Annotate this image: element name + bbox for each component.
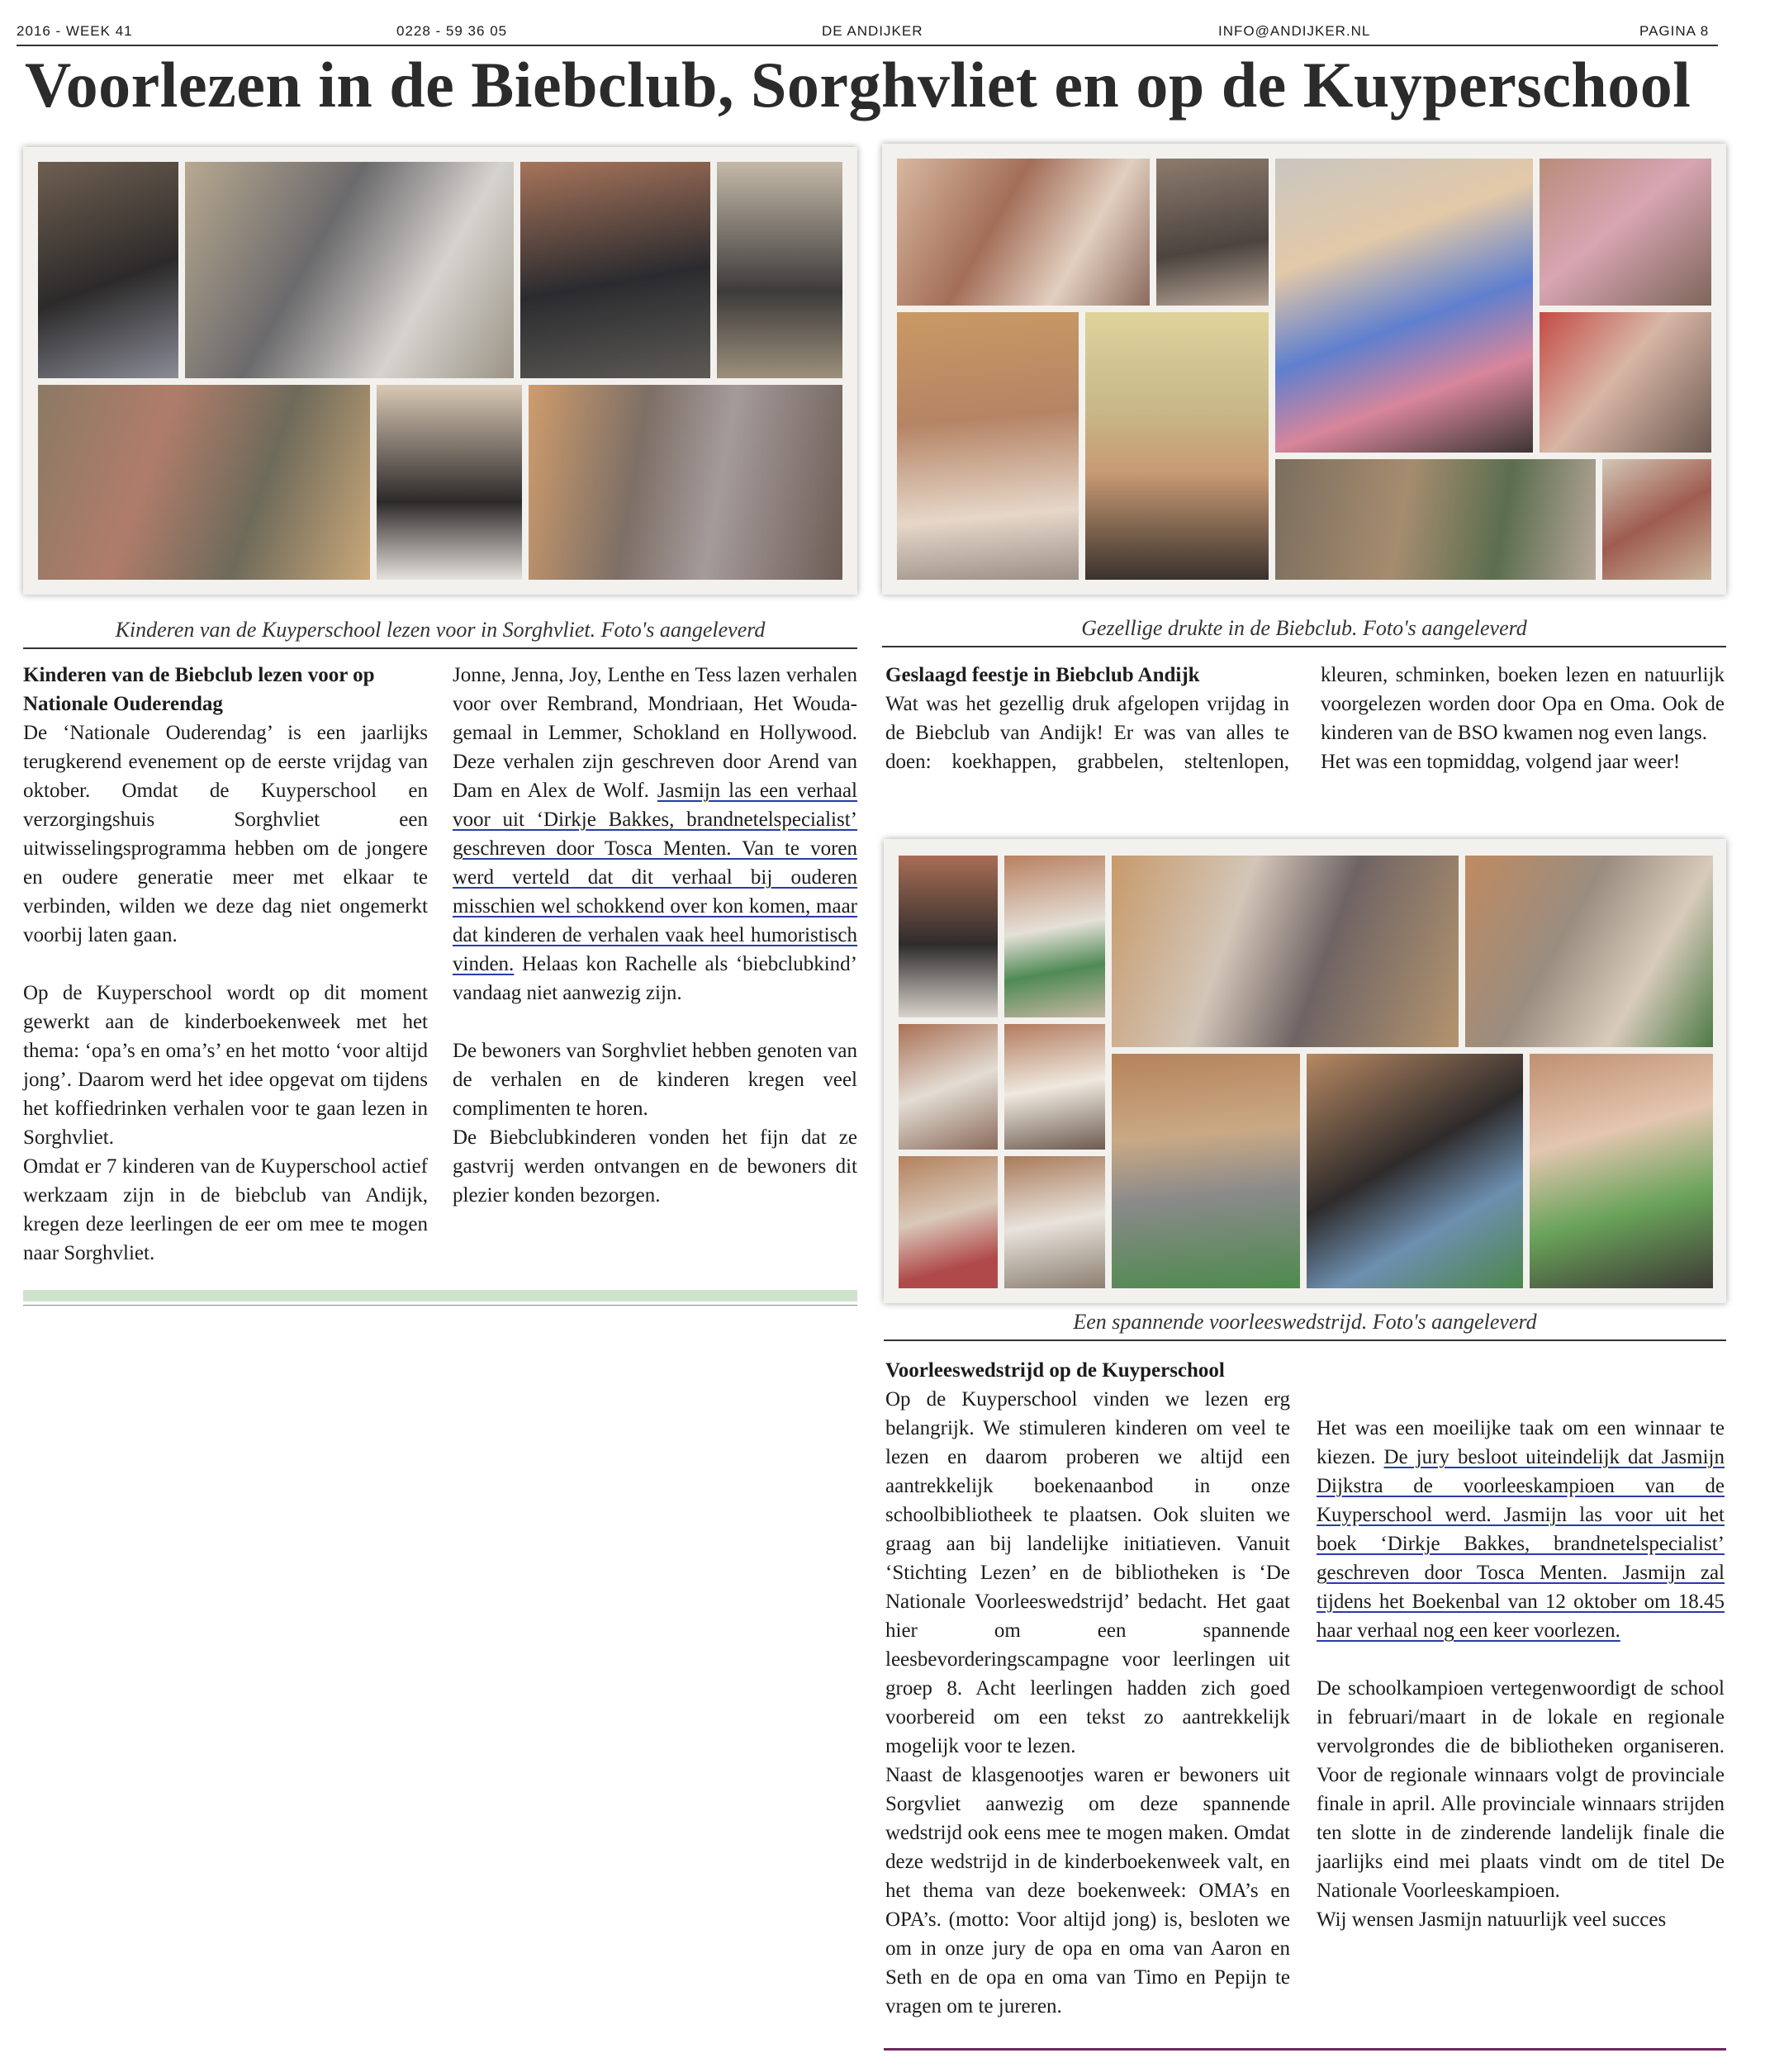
caption-rule-right bbox=[882, 646, 1726, 647]
article3-underlined-passage: De jury besloot uiteindelijk dat Jasmijn Dijkstra de voorleeskampioen van de Kuyperschool werd. Jasmijn las voor uit het boek ‘Dirkje Bakkes, brandnetelspecialist’ geschreven door Tosca Menten. Jasmijn zal tijdens het Boekenbal van 12 oktober om 18.45 haar verhaal nog een keer voorlezen. bbox=[1317, 1446, 1725, 1642]
caption-rule-bottom bbox=[884, 1339, 1726, 1341]
article3-paragraph: Naast de klasgenootjes waren er bewoners uit Sorgvliet aanwezig om deze spannende wedstrijd ook eens mee te mogen maken. Omdat deze wedstrijd in de kinderboekenweek valt, en het thema van deze boekenweek: OMA’s en OPA’s. (motto: Voor altijd jong) is, besloten we om in onze jury de opa en oma van Aaron en Seth en de opa en oma van Timo en Pepijn te vragen om te jureren. bbox=[885, 1764, 1290, 2017]
article1-paragraph: De ‘Nationale Ouderendag’ is een jaarlijks terugkerend evenement op de eerste vrijdag van oktober. Omdat de Kuyperschool en verzorgingshuis Sorghvliet een uitwisselingsprogramma hebben om de jongere en oudere generatie meer met elkaar te verbinden, wilden we deze dag niet ongemerkt voorbij laten gaan. bbox=[23, 722, 428, 946]
phone-number: 0228 - 59 36 05 bbox=[396, 23, 508, 39]
article2-title: Geslaagd feestje in Biebclub Andijk bbox=[885, 664, 1200, 686]
article3-paragraph: De schoolkampioen vertegenwoordigt de school in februari/maart in de lokale en regionale vervolgrondes die de bibliotheken organiseren. Voor de regionale winnaars volgt de provinciale finale in april. Alle provinciale winnaars strijden ten slotte in de zinderende landelijk finale die jaarlijks eind mei plaats vindt om de titel De Nationale Voorleeskampioen. bbox=[1317, 1677, 1725, 1902]
photo-collage-voorleeswedstrijd bbox=[884, 839, 1726, 1303]
page-number: PAGINA 8 bbox=[1639, 23, 1710, 39]
article2-paragraph: Wat was het gezellig druk afgelopen vrijdag in de Biebclub van Andijk! Er was van alles te doen: koekhappen, grabbelen, steltenlopen, kleuren, schminken, boeken lezen en natuurlijk voorgelezen worden door Opa en Oma. Ook de kinderen van de BSO kwamen nog even langs. bbox=[885, 664, 1725, 773]
article1-paragraph: Op de Kuyperschool wordt op dit moment gewerkt aan de kinderboekenweek met het thema: ‘opa’s en oma’s’ en het motto ‘voor altijd jong’. Daarom werd het idee opgevat om tijdens het koffiedrinken verhalen voor te gaan lezen in Sorghvliet. bbox=[23, 982, 428, 1149]
article3-paragraph: Op de Kuyperschool vinden we lezen erg belangrijk. We stimuleren kinderen om veel te lezen en daarom proberen we altijd een aantrekkelijk boekenaanbod in onze schoolbibliotheek te plaatsen. Ook sluiten we graag aan bij landelijke initiatieven. Vanuit ‘Stichting Lezen’ en de bibliotheken is ‘De Nationale Voorleeswedstrijd’ bedacht. Het gaat hier om een spannende leesbevorderingscampagne voor leerlingen uit groep 8. Acht leerlingen hadden zich goed voorbereid om een tekst zo aantrekkelijk mogelijk voor te lezen. bbox=[885, 1388, 1290, 1757]
caption-voorleeswedstrijd: Een spannende voorleeswedstrijd. Foto's aangeleverd bbox=[1073, 1310, 1537, 1334]
issue-label: 2016 - WEEK 41 bbox=[17, 23, 133, 39]
article1-column-right bbox=[453, 661, 857, 1210]
article3-paragraph: Wij wensen Jasmijn natuurlijk veel succes bbox=[1317, 1908, 1667, 1931]
page-bottom-rule bbox=[884, 2048, 1726, 2051]
article3-column-right bbox=[1317, 1356, 1725, 1934]
article2-column bbox=[885, 661, 1725, 814]
article1-paragraph: Omdat er 7 kinderen van de Kuyperschool actief werkzaam zijn in de biebclub van Andijk, kregen deze leerlingen de eer om mee te mogen naar Sorghvliet. bbox=[23, 1155, 428, 1264]
article1-underlined-passage: Jasmijn las een verhaal voor uit ‘Dirkje Bakkes, brandnetelspecialist’ geschreven door Tosca Menten. Van te voren werd verteld dat dit verhaal bij ouderen misschien wel schokkend over kon komen, maar dat kinderen de verhalen vaak heel humoristisch vinden. bbox=[453, 780, 858, 975]
caption-rule-left bbox=[23, 647, 857, 649]
paper-name: DE ANDIJKER bbox=[822, 23, 923, 39]
article1-bottom-rule bbox=[23, 1305, 857, 1306]
article1-title: Kinderen van de Biebclub lezen voor op Nationale Ouderendag bbox=[23, 664, 375, 715]
photo-collage-biebclub bbox=[882, 144, 1726, 595]
caption-sorghvliet: Kinderen van de Kuyperschool lezen voor in Sorghvliet. Foto's aangeleverd bbox=[115, 618, 766, 642]
masthead bbox=[17, 17, 1718, 43]
article1-paragraph: De bewoners van Sorghvliet hebben genoten van de verhalen en de kinderen kregen veel complimenten te horen. bbox=[453, 1040, 857, 1120]
article3-paragraph: Het was een moeilijke taak om een winnaar te kiezen. bbox=[1317, 1417, 1725, 1468]
photo-collage-sorghvliet bbox=[23, 147, 857, 595]
page-headline: Voorlezen in de Biebclub, Sorghvliet en op de Kuyperschool bbox=[25, 49, 1691, 121]
article1-paragraph: Jonne, Jenna, Joy, Lenthe en Tess lazen verhalen voor over Rembrand, Mondriaan, Het Wouda-gemaal in Lemmer, Schokland en Hollywood. Deze verhalen zijn geschreven door Arend van Dam en Alex de Wolf. bbox=[453, 664, 857, 802]
article3-title: Voorleeswedstrijd op de Kuyperschool bbox=[885, 1359, 1225, 1382]
caption-biebclub: Gezellige drukte in de Biebclub. Foto's aangeleverd bbox=[1081, 616, 1527, 640]
neighbour-ad-strip bbox=[23, 1290, 857, 1302]
article3-column-left bbox=[885, 1356, 1290, 2021]
masthead-rule bbox=[17, 45, 1718, 46]
email-address: INFO@ANDIJKER.NL bbox=[1218, 23, 1371, 39]
article1-paragraph: De Biebclubkinderen vonden het fijn dat ze gastvrij werden ontvangen en de bewoners dit plezier konden bezorgen. bbox=[453, 1126, 857, 1207]
article2-paragraph: Het was een topmiddag, volgend jaar weer! bbox=[1321, 751, 1681, 773]
article1-paragraph: Helaas kon Rachelle als ‘biebclubkind’ vandaag niet aanwezig zijn. bbox=[453, 953, 858, 1004]
article1-column-left bbox=[23, 661, 428, 1268]
